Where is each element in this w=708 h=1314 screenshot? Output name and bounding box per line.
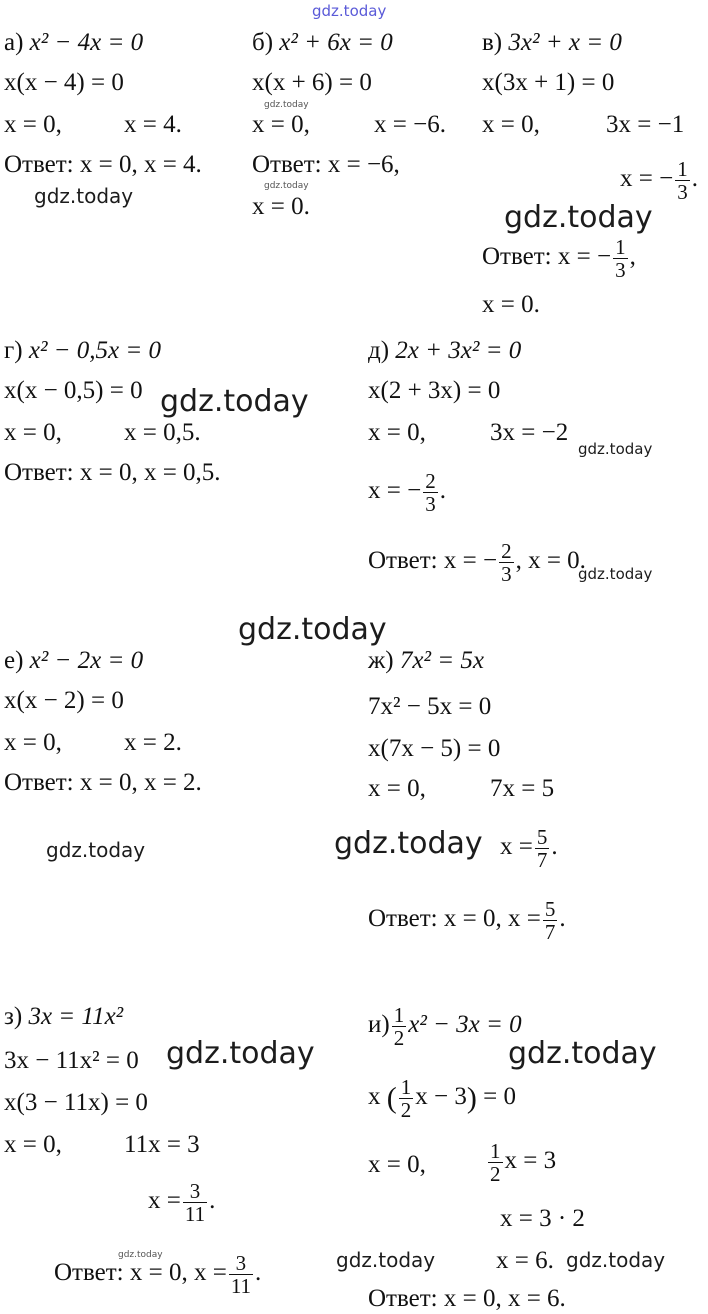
fraction: $\frac{2}{3}$ — [501, 539, 512, 586]
problem-b-answer-2: x = 0. — [252, 193, 310, 220]
problem-i-line4: x = 3 · 2 — [500, 1205, 585, 1232]
fraction: $\frac{1}{2}$ — [490, 1139, 501, 1186]
problem-z-line2: 3x − 11x² = 0 — [4, 1047, 139, 1074]
problem-b-line2: x(x + 6) = 0 — [252, 69, 372, 96]
problem-z-line3: x(3 − 11x) = 0 — [4, 1089, 148, 1116]
problem-a-line3a: x = 0, — [4, 111, 62, 138]
watermark: gdz.today — [160, 384, 309, 419]
problem-g-answer: Ответ: x = 0, x = 0,5. — [4, 459, 221, 486]
problem-d-line3a: x = 0, — [368, 419, 426, 446]
problem-v-line3b: 3x = −1 — [606, 111, 685, 138]
fraction: $\frac{3}{11}$ — [184, 1179, 206, 1226]
watermark: gdz.today — [504, 200, 653, 235]
watermark: gdz.today — [34, 184, 134, 208]
problem-z-line1: з) 3x = 11x² — [4, 1003, 124, 1030]
watermark: gdz.today — [118, 1250, 163, 1260]
problem-i-line3a: x = 0, — [368, 1151, 426, 1178]
problem-z-line4b: 11x = 3 — [124, 1131, 200, 1158]
problem-d-line2: x(2 + 3x) = 0 — [368, 377, 501, 404]
watermark: gdz.today — [508, 1036, 657, 1071]
fraction: $\frac{2}{3}$ — [425, 469, 436, 516]
problem-z-line5: x = $\frac{3}{11}$ . — [148, 1179, 216, 1226]
watermark: gdz.today — [46, 838, 146, 862]
problem-e-line2: x(x − 2) = 0 — [4, 687, 124, 714]
problem-e-line3a: x = 0, — [4, 729, 62, 756]
fraction: $\frac{1}{2}$ — [393, 1003, 405, 1050]
problem-b-line3b: x = −6. — [374, 111, 446, 138]
watermark: gdz.today — [578, 565, 653, 583]
problem-d-answer: Ответ: x = − $\frac{2}{3}$ , x = 0. — [368, 539, 586, 586]
problem-a-line3b: x = 4. — [124, 111, 182, 138]
watermark: gdz.today — [264, 100, 309, 110]
watermark: gdz.today — [334, 826, 483, 861]
problem-e-line1: е) x² − 2x = 0 — [4, 647, 144, 674]
problem-zh-line1: ж) 7x² = 5x — [368, 647, 484, 674]
problem-v-answer-2: x = 0. — [482, 291, 540, 318]
problem-d-line4: x = − $\frac{2}{3}$ . — [368, 469, 446, 516]
problem-d-line1: д) 2x + 3x² = 0 — [368, 337, 522, 364]
problem-g-line3a: x = 0, — [4, 419, 62, 446]
problem-b-answer: Ответ: x = −6, — [252, 151, 400, 178]
fraction: $\frac{3}{11}$ — [230, 1251, 252, 1298]
problem-a-line1: а) x² − 4x = 0 — [4, 29, 144, 56]
problem-e-line3b: x = 2. — [124, 729, 182, 756]
fraction: $\frac{5}{7}$ — [536, 825, 548, 872]
problem-v-answer: Ответ: x = − $\frac{1}{3}$ , — [482, 235, 636, 282]
problem-g-line1: г) x² − 0,5x = 0 — [4, 337, 162, 364]
fraction: $\frac{1}{3}$ — [677, 157, 688, 204]
problem-z-line4a: x = 0, — [4, 1131, 62, 1158]
problem-v-line3a: x = 0, — [482, 111, 540, 138]
watermark: gdz.today — [166, 1036, 315, 1071]
problem-v-line2: x(3x + 1) = 0 — [482, 69, 615, 96]
problem-zh-line4b: 7x = 5 — [490, 775, 555, 802]
problem-e-answer: Ответ: x = 0, x = 2. — [4, 769, 202, 796]
problem-i-line5: x = 6. — [496, 1247, 554, 1274]
problem-i-line1: и) $\frac{1}{2}$ x² − 3x = 0 — [368, 1003, 522, 1050]
watermark: gdz.today — [264, 181, 309, 191]
problem-a-line2: x(x − 4) = 0 — [4, 69, 124, 96]
watermark: gdz.today — [336, 1248, 436, 1272]
problem-i-answer: Ответ: x = 0, x = 6. — [368, 1285, 566, 1312]
watermark: gdz.today — [566, 1248, 666, 1272]
problem-zh-answer: Ответ: x = 0, x = $\frac{5}{7}$ . — [368, 897, 566, 944]
fraction: $\frac{1}{2}$ — [400, 1075, 412, 1122]
fraction: $\frac{5}{7}$ — [544, 897, 556, 944]
problem-i-line2: x ( $\frac{1}{2}$ x − 3) = 0 — [368, 1075, 516, 1122]
problem-zh-line3: x(7x − 5) = 0 — [368, 735, 501, 762]
watermark: gdz.today — [238, 612, 387, 647]
problem-d-line3b: 3x = −2 — [490, 419, 569, 446]
problem-v-line4: x = − $\frac{1}{3}$ . — [620, 157, 698, 204]
watermark-top: gdz.today — [312, 2, 387, 20]
problem-a-answer: Ответ: x = 0, x = 4. — [4, 151, 202, 178]
problem-i-line3b: $\frac{1}{2}$ x = 3 — [490, 1139, 557, 1186]
fraction: $\frac{1}{3}$ — [615, 235, 626, 282]
problem-b-line3a: x = 0, — [252, 111, 310, 138]
problem-zh-line5: x = $\frac{5}{7}$ . — [500, 825, 558, 872]
problem-b-line1: б) x² + 6x = 0 — [252, 29, 393, 56]
problem-zh-line2: 7x² − 5x = 0 — [368, 693, 492, 720]
problem-g-line2: x(x − 0,5) = 0 — [4, 377, 143, 404]
problem-z-answer: Ответ: x = 0, x = $\frac{3}{11}$ . — [54, 1251, 262, 1298]
problem-v-line1: в) 3x² + x = 0 — [482, 29, 622, 56]
problem-zh-line4a: x = 0, — [368, 775, 426, 802]
problem-g-line3b: x = 0,5. — [124, 419, 201, 446]
watermark: gdz.today — [578, 440, 653, 458]
